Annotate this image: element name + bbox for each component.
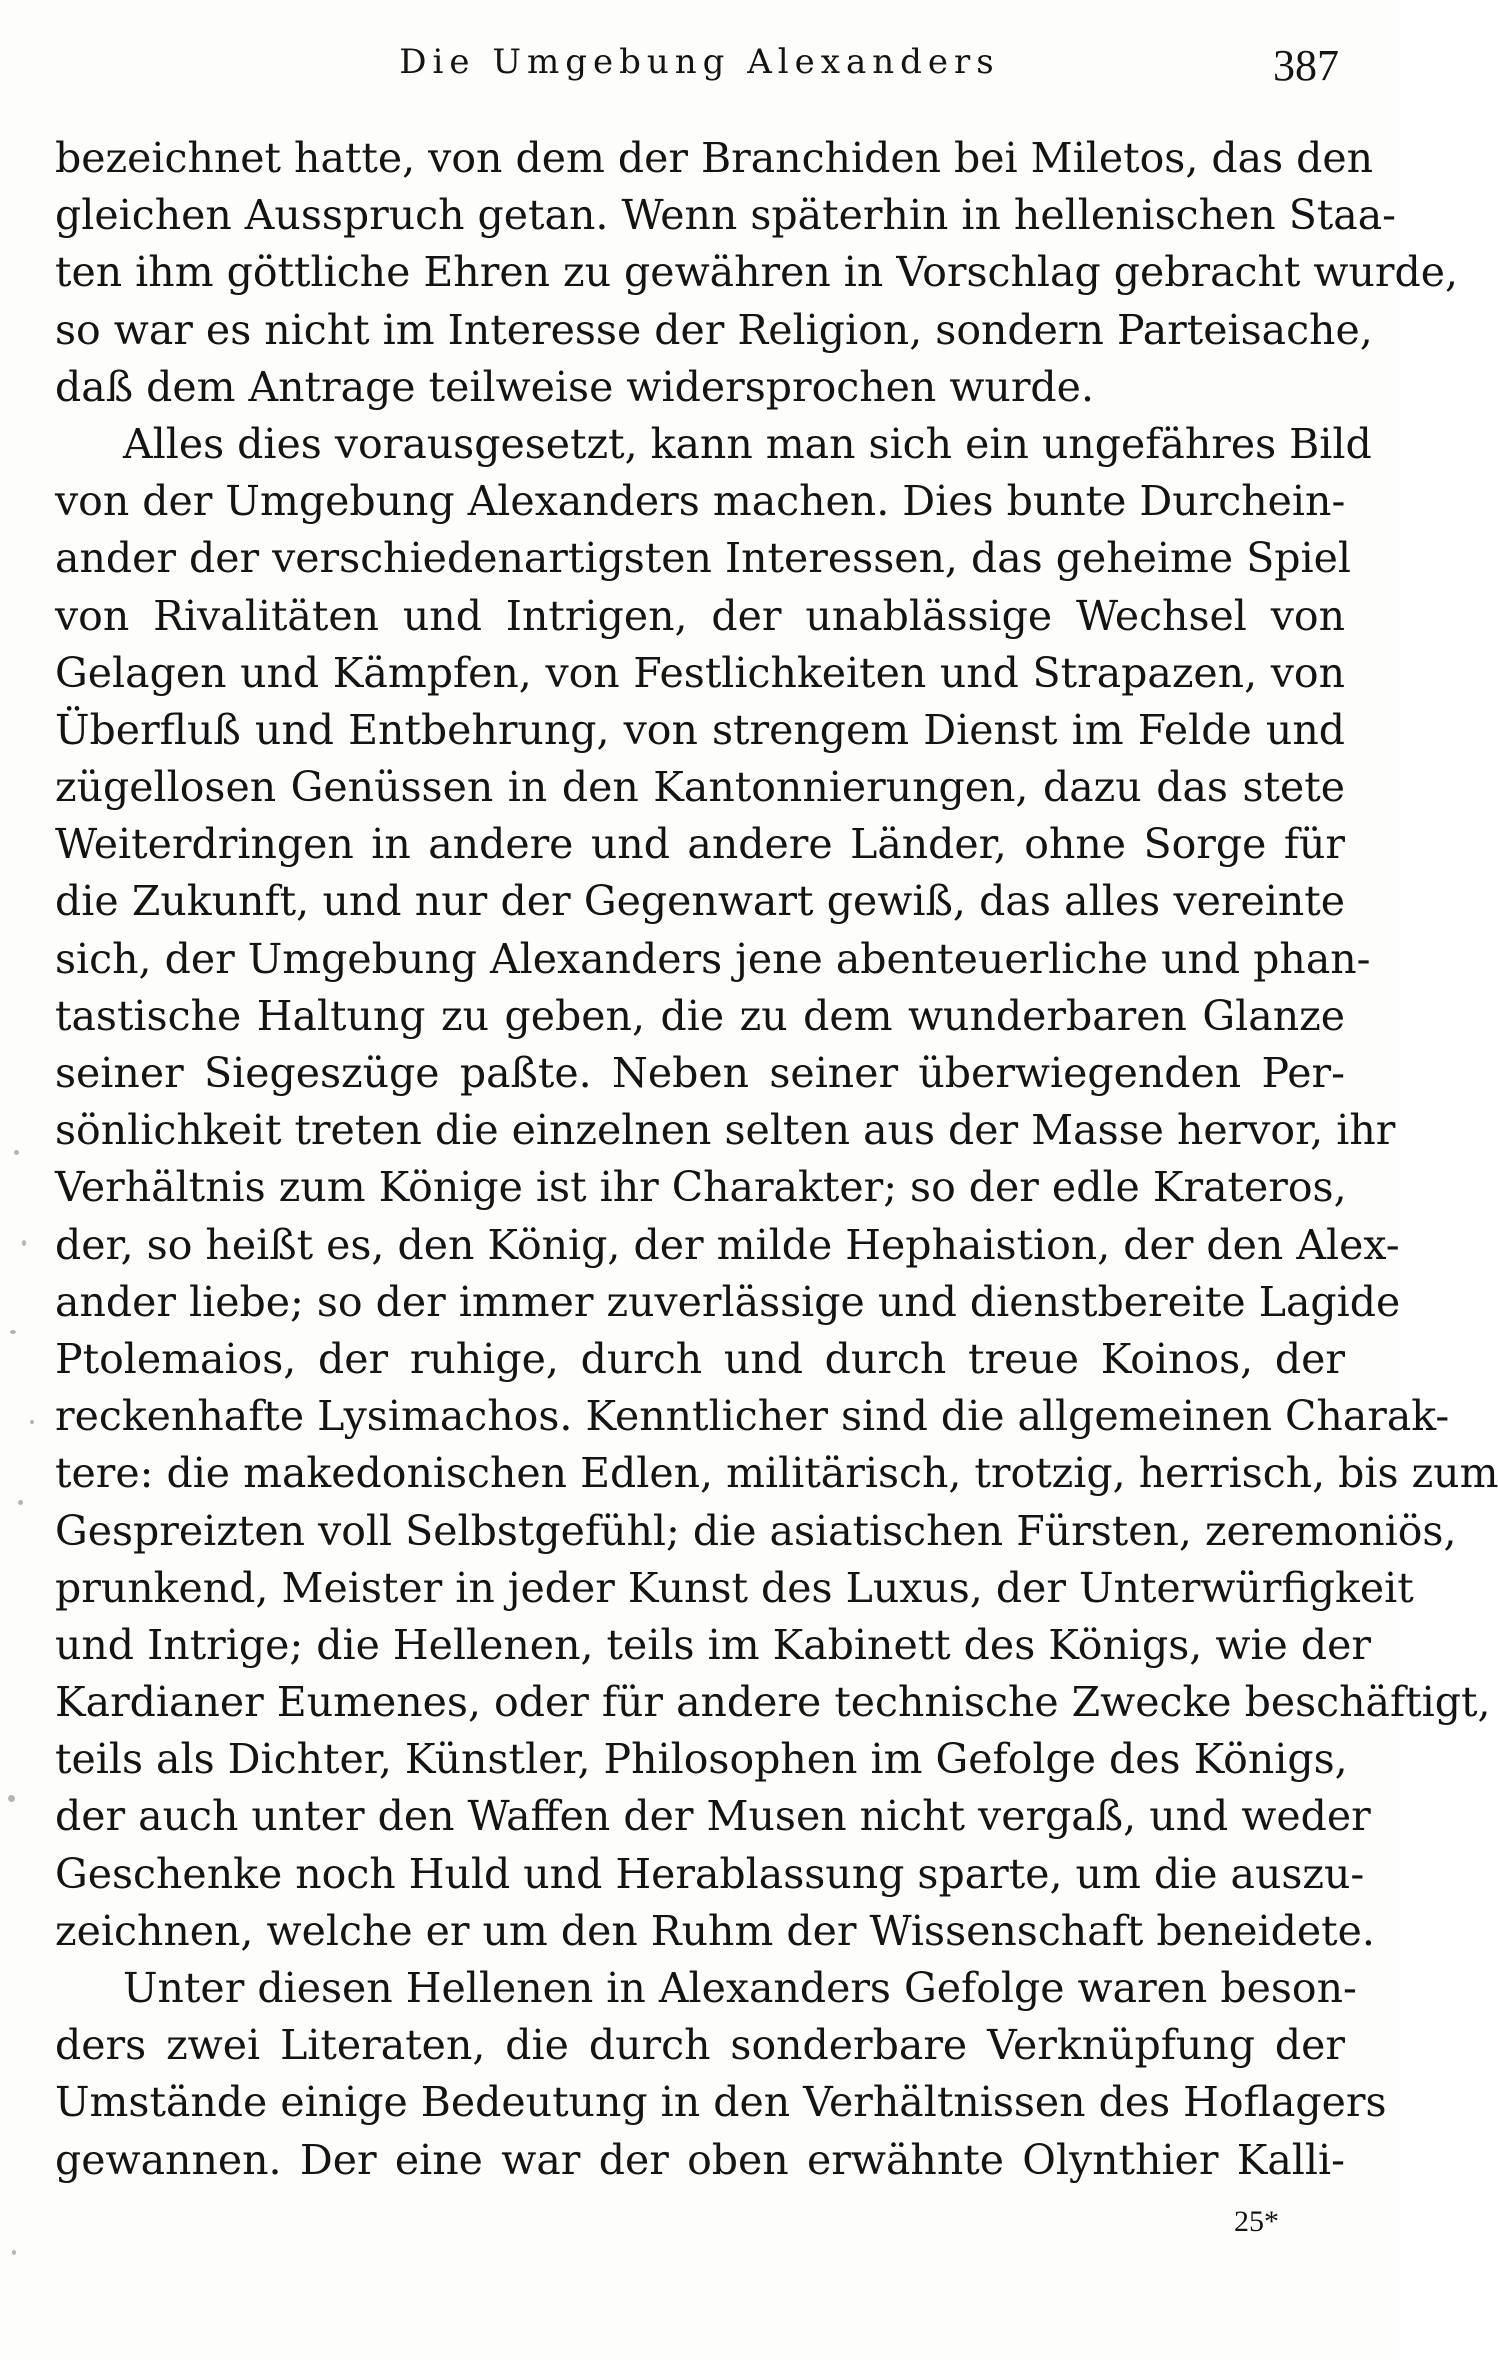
text-line: der auch unter den Waffen der Musen nicht vergaß, und weder bbox=[55, 1792, 1371, 1841]
scan-speck bbox=[22, 1240, 26, 1246]
text-line: ander der verschiedenartigsten Interessen, das geheime Spiel bbox=[55, 534, 1352, 583]
text-line: Gespreizten voll Selbstgefühl; die asiatischen Fürsten, zeremoniös, bbox=[55, 1506, 1457, 1555]
text-line: prunkend, Meister in jeder Kunst des Luxus, der Unterwürfigkeit bbox=[55, 1563, 1414, 1612]
text-line: Unter diesen Hellenen in Alexanders Gefolge waren beson- bbox=[123, 1964, 1357, 2012]
text-line: gewannen. Der eine war der oben erwähnte Olynthier Kalli- bbox=[55, 2135, 1345, 2184]
text-line: der, so heißt es, den König, der milde Hephaistion, der den Alex- bbox=[55, 1220, 1400, 1269]
page-number: 387 bbox=[1273, 41, 1339, 90]
text-line: teils als Dichter, Künstler, Philosophen im Gefolge des Königs, bbox=[55, 1735, 1348, 1784]
body-text bbox=[55, 130, 1498, 2189]
text-line: bezeichnet hatte, von dem der Branchiden bei Miletos, das den bbox=[55, 134, 1374, 182]
text-line: Ptolemaios, der ruhige, durch und durch treue Koinos, der bbox=[55, 1334, 1345, 1383]
text-line: von Rivalitäten und Intrigen, der unablässige Wechsel von bbox=[55, 591, 1345, 640]
text-line: und Intrige; die Hellenen, teils im Kabinett des Königs, wie der bbox=[55, 1620, 1371, 1669]
text-line: gleichen Ausspruch getan. Wenn späterhin in hellenischen Staa- bbox=[55, 191, 1397, 240]
text-line: Alles dies vorausgesetzt, kann man sich ein ungefähres Bild bbox=[123, 419, 1372, 468]
text-line: ten ihm göttliche Ehren zu gewähren in Vorschlag gebracht wurde, bbox=[55, 248, 1459, 297]
text-line: daß dem Antrage teilweise widersprochen wurde. bbox=[55, 362, 1094, 411]
text-line: die Zukunft, und nur der Gegenwart gewiß, das alles vereinte bbox=[55, 877, 1345, 926]
scan-speck bbox=[10, 1330, 16, 1334]
scan-speck bbox=[8, 1795, 15, 1802]
text-line: sönlichkeit treten die einzelnen selten aus der Masse hervor, ihr bbox=[55, 1106, 1396, 1155]
text-line: Geschenke noch Huld und Herablassung sparte, um die auszu- bbox=[55, 1849, 1365, 1898]
text-line: tastische Haltung zu geben, die zu dem wunderbaren Glanze bbox=[55, 991, 1345, 1040]
signature-mark: 25* bbox=[1234, 2205, 1279, 2238]
text-line: sich, der Umgebung Alexanders jene abenteuerliche und phan- bbox=[55, 934, 1371, 983]
text-line: Kardianer Eumenes, oder für andere technische Zwecke beschäftigt, bbox=[55, 1678, 1491, 1727]
text-line: seiner Siegeszüge paßte. Neben seiner überwiegenden Per- bbox=[55, 1049, 1345, 1097]
scan-speck bbox=[30, 1420, 34, 1424]
text-line: so war es nicht im Interesse der Religion, sondern Parteisache, bbox=[55, 305, 1373, 354]
text-line: ander liebe; so der immer zuverlässige und dienstbereite Lagide bbox=[55, 1277, 1401, 1326]
scan-speck bbox=[12, 2250, 16, 2255]
text-line: tere: die makedonischen Edlen, militärisch, trotzig, herrisch, bis zum bbox=[55, 1449, 1498, 1498]
text-line: Umstände einige Bedeutung in den Verhältnissen des Hoflagers bbox=[55, 2078, 1387, 2127]
text-line: zeichnen, welche er um den Ruhm der Wissenschaft beneidete. bbox=[55, 1906, 1375, 1955]
text-line: zügellosen Genüssen in den Kantonnierungen, dazu das stete bbox=[55, 763, 1345, 812]
text-line: Weiterdringen in andere und andere Länder, ohne Sorge für bbox=[55, 820, 1345, 869]
running-title: Die Umgebung Alexanders bbox=[399, 42, 1000, 82]
text-line: Überfluß und Entbehrung, von strengem Dienst im Felde und bbox=[55, 705, 1345, 754]
text-line: Gelagen und Kämpfen, von Festlichkeiten und Strapazen, von bbox=[55, 648, 1345, 697]
text-line: von der Umgebung Alexanders machen. Dies bunte Durchein- bbox=[55, 477, 1346, 526]
text-line: reckenhafte Lysimachos. Kenntlicher sind die allgemeinen Charak- bbox=[55, 1392, 1450, 1441]
text-line: ders zwei Literaten, die durch sonderbare Verknüpfung der bbox=[55, 2021, 1345, 2070]
text-line: Verhältnis zum Könige ist ihr Charakter; so der edle Krateros, bbox=[55, 1163, 1347, 1212]
scan-speck bbox=[18, 1500, 23, 1505]
scan-speck bbox=[14, 1150, 19, 1155]
